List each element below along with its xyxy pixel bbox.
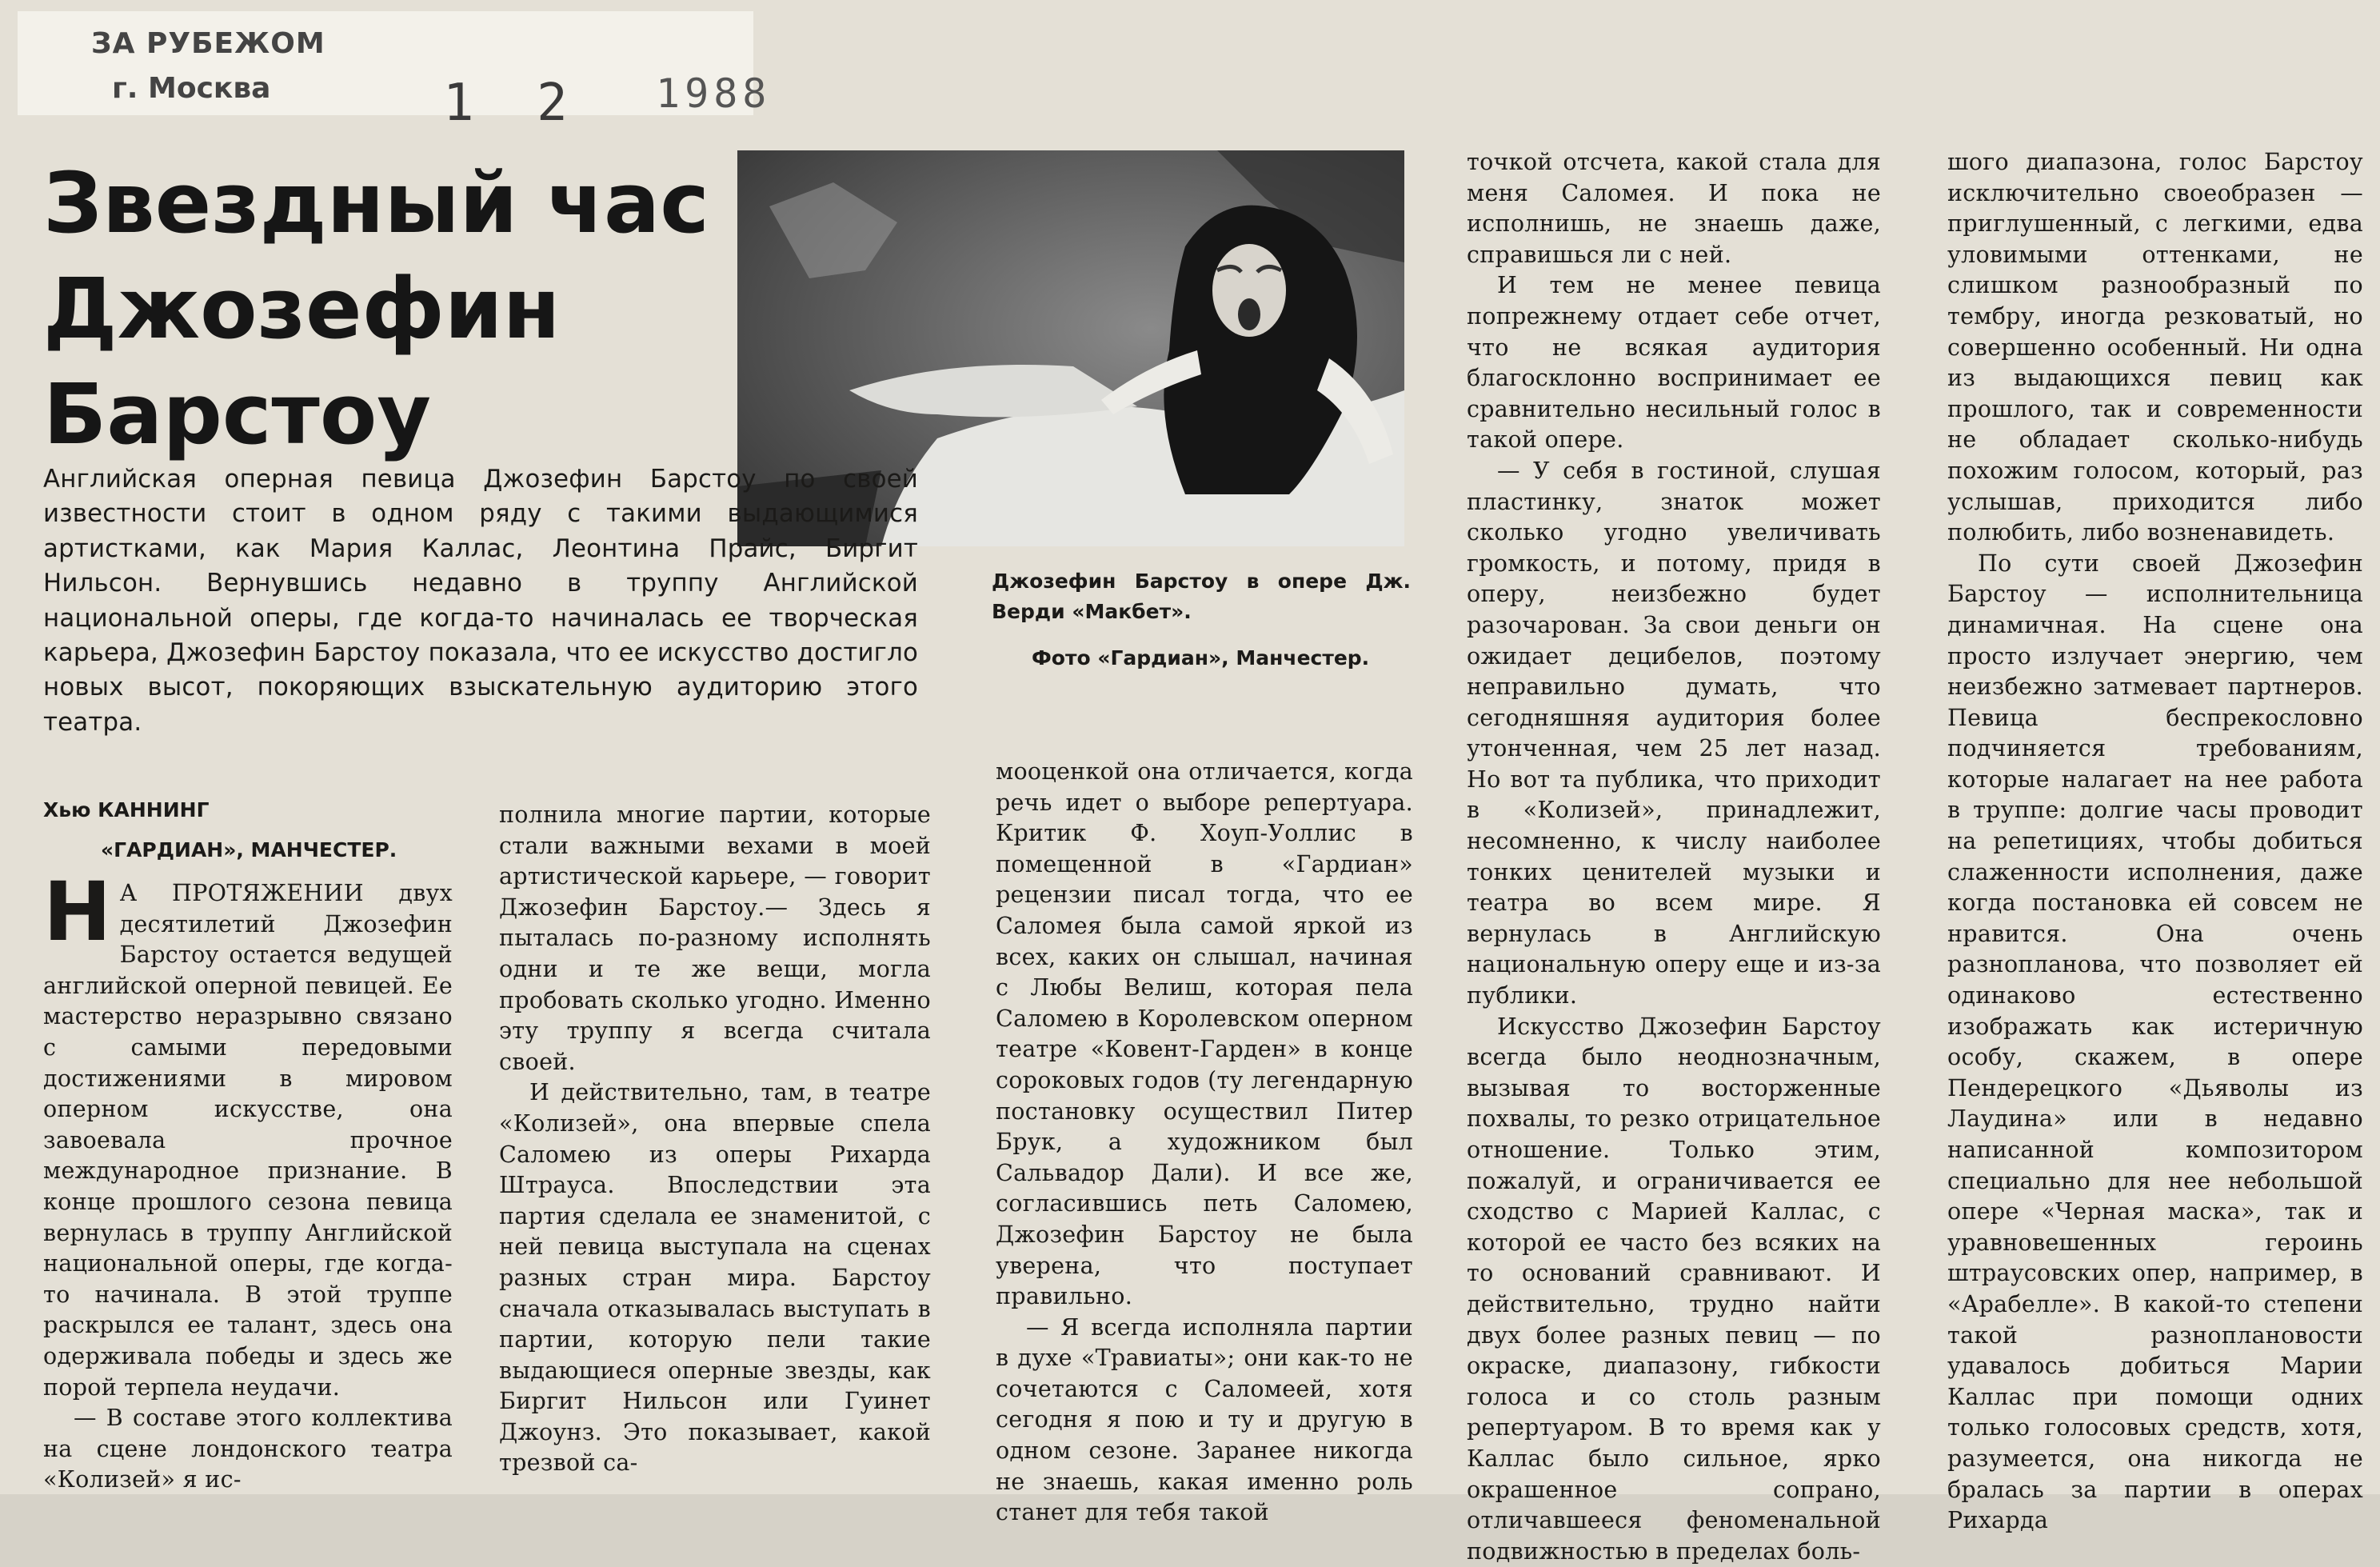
paragraph-text: А ПРОТЯЖЕНИИ двух десятилетий Джозефин Барстоу остается ведущей английской оперной певицей. Ее мастерство неразрывно связано с самыми передовыми достижениями в мировом оперном искусстве, она завоевала прочное международное признание. В конце прошлого сезона певица вернулась в труппу Английской национальной оперы, где когда-то начинала. В этой труппе раскрылся ее талант, здесь она одерживала победы и здесь же порой терпела неудачи. — [43, 880, 453, 1401]
article-source: «ГАРДИАН», МАНЧЕСТЕР. — [101, 838, 397, 861]
article-paragraph: полнила многие партии, которые стали важными вехами в моей артистической карьере, — говорит Джозефин Барстоу.— Здесь я пыталась по-разному исполнять одни и те же вещи, могла пробовать сколько угодно. Именно эту труппу я всегда считала своей. — [499, 801, 931, 1075]
article-author: Хью КАННИНГ — [43, 798, 210, 821]
headline-line-3: Барстоу — [43, 366, 432, 463]
article-column-5 — [1947, 147, 2363, 1537]
stamp-city: г. Москва — [112, 72, 271, 105]
article-column-4 — [1467, 147, 1881, 1567]
article-column-3 — [996, 757, 1413, 1529]
article-headline — [43, 150, 731, 467]
article-paragraph: И тем не менее певица попрежнему отдает себе отчет, что не всякая аудитория благосклонно воспринимает ее сравнительно несильный голос в такой опере. — [1467, 272, 1881, 454]
stamp-year: 1988 — [656, 70, 772, 117]
article-paragraph: мооценкой она отличается, когда речь идет о выборе репертуара. Критик Ф. Хоуп-Уоллис в помещенной в «Гардиан» рецензии писал тогда, что ее Саломея была самой яркой из всех, каких он слышал, начиная с Любы Велиш, которая пела Саломею в Королевском оперном театре «Ковент-Гарден» в конце сороковых годов (ту легендарную постановку осуществил Питер Брук, а художником был Сальвадор Дали). И все же, согласившись петь Саломею, Джозефин Барстоу не была уверена, что поступает правильно. — [996, 758, 1413, 1310]
photo-caption: Джозефин Барстоу в опере Дж. Верди «Макбет». — [992, 570, 1411, 623]
article-paragraph — [43, 865, 453, 1403]
article-paragraph: — В составе этого коллектива на сцене лондонского театра «Колизей» я ис- — [43, 1405, 453, 1493]
clipping-stamp — [18, 11, 772, 133]
stamp-publication: ЗА РУБЕЖОМ — [91, 27, 325, 60]
article-paragraph: — У себя в гостиной, слушая пластинку, знаток может сколько угодно увеличивать громкость, и потому, придя в оперу, неизбежно будет разочарован. За свои деньги он ожидает децибелов, поэтому неправильно думать, что сегодняшняя аудитория более утонченная, чем 25 лет назад. Но вот та публика, что приходит в «Колизей», принадлежит, несомненно, к числу наиболее тонких ценителей музыки и театра во всем мире. Я вернулась в Английскую национальную оперу еще и из-за публики. — [1467, 457, 1881, 1009]
article-lead: Английская оперная певица Джозефин Барстоу по своей известности стоит в одном ряду с такими выдающимися артистками, как Мария Каллас, Леонтина Прайс, Биргит Нильсон. Вернувшись недавно в труппу Английской национальной оперы, где когда-то начиналась ее творческая карьера, Джозефин Барстоу показала, что ее искусство достигло новых высот, покоряющих взыскательную аудиторию этого театра. — [43, 465, 918, 737]
headline-line-1: Звездный час — [43, 154, 709, 252]
article-paragraph: — Я всегда исполняла партии в духе «Травиаты»; они как-то не сочетаются с Саломеей, хотя сегодня я пою и ту и другую в одном сезоне. Заранее никогда не знаешь, какая именно роль станет для тебя такой — [996, 1313, 1413, 1526]
drop-cap: Н — [43, 865, 112, 960]
photo-credit: Фото «Гардиан», Манчестер. — [1032, 646, 1370, 670]
article-paragraph: По сути своей Джозефин Барстоу — исполнительница динамичная. На сцене она просто излучает энергию, чем неизбежно затмевает партнеров. Певица беспрекословно подчиняется требованиям, которые налагает на нее работа в труппе: долгие часы проводит на репетициях, чтобы добиться слаженности исполнения, даже когда постановка ей совсем не нравится. Она очень разнопланова, что позволяет ей одинаково естественно изображать как истеричную особу, скажем, в опере Пендерецкого «Дьяволы из Лаудина» или в недавно написанной композитором специально для нее небольшой опере «Черная маска», так и уравновешенных героинь штраусовских опер, например, в «Арабелле». В какой-то степени такой разноплановости удавалось добиться Марии Каллас при помощи одних только голосовых средств, хотя, разумеется, она никогда не бралась за партии в операх Рихарда — [1947, 550, 2363, 1534]
headline-line-2: Джозефин — [43, 260, 561, 358]
article-paragraph: точкой отсчета, какой стала для меня Саломея. И пока не исполнишь, не знаешь даже, справишься ли с ней. — [1467, 149, 1881, 268]
article-column-1 — [43, 865, 453, 1496]
article-paragraph: шого диапазона, голос Барстоу исключительно своеобразен — приглушенный, с легкими, едва уловимыми оттенками, не слишком разнообразный по тембру, иногда резковатый, но совершенно особенный. Ни одна из выдающихся певиц как прошлого, так и современности не обладает сколько-нибудь похожим голосом, который, раз услышав, приходится либо полюбить, либо возненавидеть. — [1947, 149, 2363, 546]
stamp-day: 1 2 — [443, 74, 584, 133]
article-column-2 — [499, 800, 931, 1479]
article-paragraph: Искусство Джозефин Барстоу всегда было неоднозначным, вызывая то восторженные похвалы, то резко отрицательное отношение. Только этим, пожалуй, и ограничивается ее сходство с Марией Каллас, с которой ее часто без всяких на то оснований сравнивают. И действительно, трудно найти двух более разных певиц — по окраске, диапазону, гибкости голоса и со столь разным репертуаром. В то время как у Каллас было сильное, ярко окрашенное сопрано, отличавшееся феноменальной подвижностью в пределах боль- — [1467, 1013, 1881, 1565]
article-paragraph: И действительно, там, в театре «Колизей», она впервые спела Саломею из оперы Рихарда Штрауса. Впоследствии эта партия сделала ее знаменитой, с ней певица выступала на сценах разных стран мира. Барстоу сначала отказывалась выступать в партии, которую пели такие выдающиеся оперные звезды, как Биргит Нильсон или Гуинет Джоунз. Это показывает, какой трезвой са- — [499, 1079, 931, 1477]
